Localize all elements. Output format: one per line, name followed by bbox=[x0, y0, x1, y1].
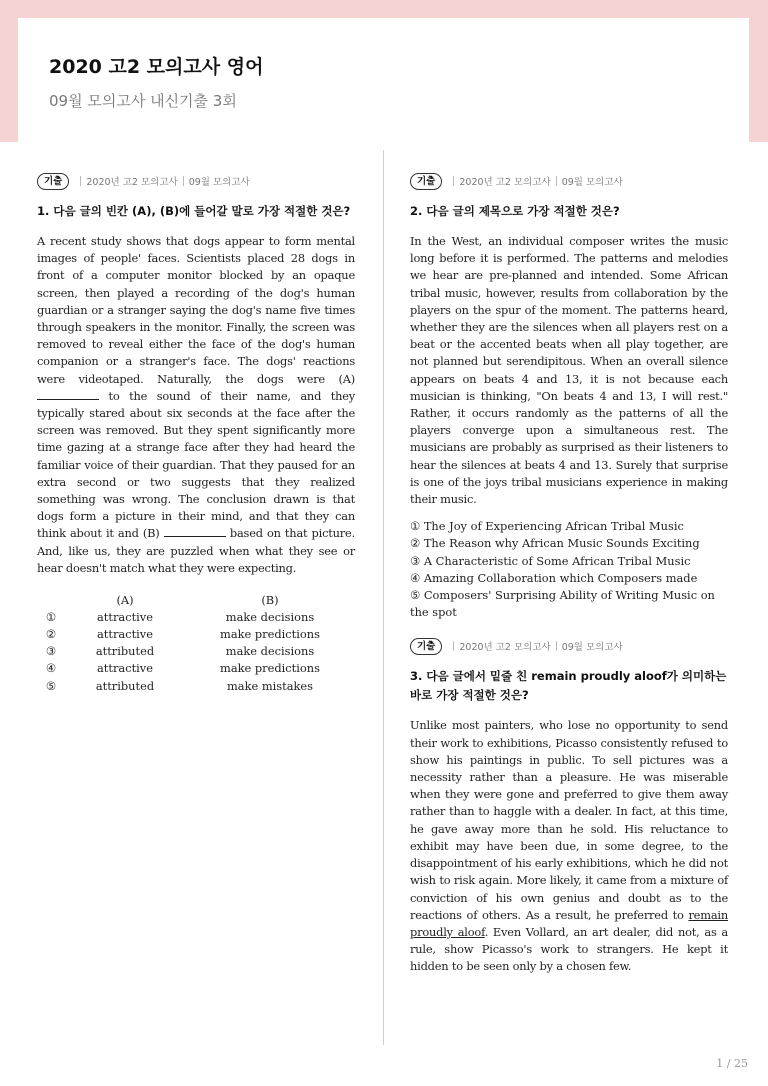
option-b: make predictions bbox=[220, 661, 320, 676]
passage-text: Unlike most painters, who lose no opportunity to send their work to exhibitions, Picasso consistently refused to show his paintings in public. To sell pictures was a necessity rather than a pleasure. He was miserable when they were gone and preferred to give them away rather than to haggle with a dealer. In fact, at this time, he gave away more than he sold. His reluctance to exhibit may have been due, in some degree, to the disappointment of his early exhibitions, which he did not wish to risk again. More likely, it came from a mixture of conviction of his own genius and doubt as to the reactions of others. As a result, he preferred to bbox=[410, 718, 728, 922]
option-b: make mistakes bbox=[226, 678, 313, 693]
option-number: ④ bbox=[45, 661, 57, 676]
question-source bbox=[410, 172, 728, 190]
option-item[interactable]: ③ A Characteristic of Some African Tribal Music bbox=[410, 553, 691, 568]
option-item[interactable]: ① The Joy of Experiencing African Tribal Music bbox=[410, 519, 684, 534]
answer-options bbox=[410, 518, 728, 621]
question-source bbox=[37, 172, 355, 190]
header-card bbox=[18, 18, 749, 142]
option-number: ③ bbox=[45, 644, 57, 659]
left-column bbox=[37, 172, 355, 694]
source-year: 2020년 고2 모의고사 bbox=[86, 177, 178, 188]
source-month: 09월 모의고사 bbox=[188, 177, 250, 188]
option-row[interactable] bbox=[37, 660, 355, 677]
source-separator bbox=[453, 641, 454, 651]
option-number: ⑤ bbox=[45, 678, 57, 693]
blank-b bbox=[164, 526, 226, 537]
source-badge: 기출 bbox=[37, 173, 69, 190]
question-title: 2. 다음 글의 제목으로 가장 적절한 것은? bbox=[410, 204, 620, 218]
option-item[interactable]: ② The Reason why African Music Sounds Exciting bbox=[410, 536, 700, 551]
option-b: make decisions bbox=[225, 644, 315, 659]
option-row[interactable] bbox=[37, 643, 355, 660]
column-divider bbox=[383, 150, 384, 1045]
source-month: 09월 모의고사 bbox=[561, 177, 623, 188]
source-separator bbox=[556, 176, 557, 186]
question-passage bbox=[37, 233, 355, 577]
option-row[interactable] bbox=[37, 677, 355, 694]
column-b-header: (B) bbox=[261, 592, 279, 607]
answer-options-table bbox=[37, 591, 355, 694]
option-number: ② bbox=[45, 627, 57, 642]
passage-text: based on that picture. And, like us, they are puzzled when what they see or hear doesn't match what they were expecting. bbox=[37, 526, 355, 575]
question-title: 3. 다음 글에서 밑줄 친 remain proudly aloof가 의미하는 바로 가장 적절한 것은? bbox=[410, 669, 727, 703]
source-separator bbox=[556, 641, 557, 651]
source-badge: 기출 bbox=[410, 173, 442, 190]
option-number: ① bbox=[45, 609, 57, 624]
underlined-phrase: remain proudly aloof bbox=[410, 907, 728, 939]
document-title: 2020 고2 모의고사 영어 bbox=[49, 56, 264, 78]
source-month: 09월 모의고사 bbox=[561, 642, 623, 654]
source-separator bbox=[183, 176, 184, 186]
options-header-row bbox=[37, 591, 355, 608]
option-a: attractive bbox=[97, 609, 153, 624]
source-year: 2020년 고2 모의고사 bbox=[459, 642, 551, 654]
source-year: 2020년 고2 모의고사 bbox=[459, 177, 551, 188]
passage-text: . Even Vollard, an art dealer, did not, as a rule, show Picasso's work to strangers. He kept it hidden to be seen only by a chosen few. bbox=[410, 924, 729, 974]
question-passage: In the West, an individual composer writes the music long before it is performed. The patterns and melodies we hear are pre-planned and intended. Some African tribal music, however, results from collaboration by the players on the spur of the moment. The patterns heard, whether they are the silences when all players rest on a beat or the accented beats when all play together, are not planned but serendipitous. When an overall silence appears on beats 4 and 13, it is not because each musician is thinking, "On beats 4 and 13, I will rest." Rather, it occurs randomly as the patterns of all the players converge upon a simultaneous rest. The musicians are probably as surprised as their listeners to hear the silences at beats 4 and 13. Surely that surprise is one of the joys tribal musicians experience in making their music. bbox=[410, 234, 728, 507]
option-a: attributed bbox=[95, 678, 155, 693]
option-item[interactable]: ⑤ Composers' Surprising Ability of Writing Music on the spot bbox=[410, 588, 715, 620]
passage-text: to the sound of their name, and they typically stared about six seconds at the face after the screen was removed. But they spent significantly more time gazing at a strange face after they had heard the familiar voice of their guardian. That they paused for an extra second or two suggests that they realized something was wrong. The conclusion drawn is that dogs form a picture in their mind, and that they can think about it and (B) bbox=[37, 388, 355, 541]
option-a: attractive bbox=[97, 627, 153, 642]
question-source bbox=[410, 637, 728, 655]
option-item[interactable]: ④ Amazing Collaboration which Composers made bbox=[410, 570, 698, 585]
column-a-header: (A) bbox=[116, 592, 134, 607]
right-column bbox=[410, 172, 728, 976]
source-separator bbox=[453, 176, 454, 186]
option-b: make decisions bbox=[225, 609, 315, 624]
question-passage bbox=[410, 717, 728, 975]
passage-text: A recent study shows that dogs appear to form mental images of people' faces. Scientists placed 28 dogs in front of a computer monitor blocked by an opaque screen, then played a recording of the dog's human guardian or a stranger saying the dog's name five times through speakers in the monitor. Finally, the screen was removed to reveal either the face of the dog's human companion or a stranger's face. The dogs' reactions were videotaped. Naturally, the dogs were (A) bbox=[37, 234, 355, 386]
option-row[interactable] bbox=[37, 608, 355, 625]
option-a: attributed bbox=[95, 644, 155, 659]
blank-a bbox=[37, 389, 99, 400]
option-b: make predictions bbox=[220, 627, 320, 642]
document-subtitle: 09월 모의고사 내신기출 3회 bbox=[49, 92, 237, 110]
option-a: attractive bbox=[97, 661, 153, 676]
question-title: 1. 다음 글의 빈칸 (A), (B)에 들어갈 말로 가장 적절한 것은? bbox=[37, 204, 351, 218]
page-number: 1 / 25 bbox=[716, 1057, 748, 1070]
option-row[interactable] bbox=[37, 625, 355, 642]
source-badge: 기출 bbox=[410, 638, 442, 655]
source-separator bbox=[80, 176, 81, 186]
